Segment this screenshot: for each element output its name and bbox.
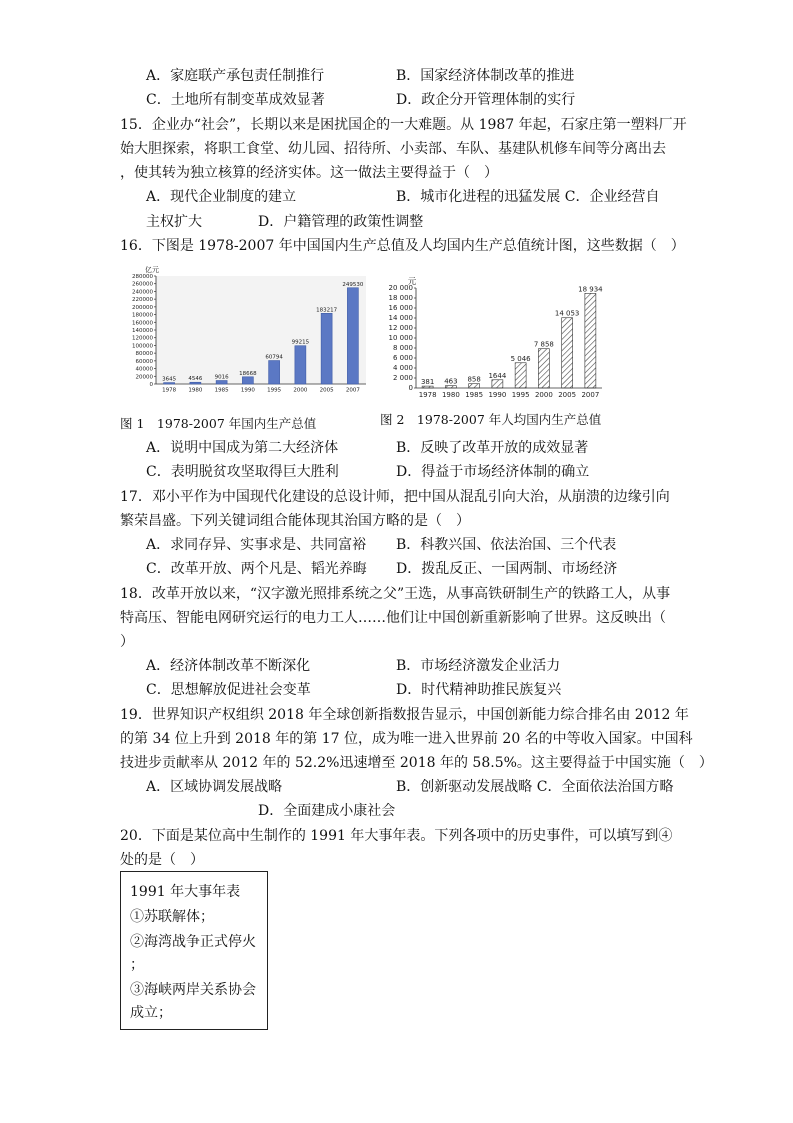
y-tick-label: 10 000 (388, 334, 413, 342)
x-tick-label-1985: 1985 (465, 391, 484, 399)
x-tick-label-2000: 2000 (293, 387, 308, 394)
y-tick-label: 18 000 (388, 294, 413, 302)
q15-option-d: D．户籍管理的政策性调整 (258, 214, 424, 230)
q15-option-c-cont: 主权扩大 (146, 214, 202, 230)
x-tick-label-2005: 2005 (558, 391, 577, 399)
data-label-2000: 7 858 (533, 340, 554, 349)
y-axis-unit: 元 (407, 277, 417, 287)
bar-1978 (422, 386, 433, 388)
q15-stem-line1: 15．企业办“社会”，长期以来是困扰国企的一大难题。从 1987 年起，石家庄第一塑料厂开 (120, 117, 687, 133)
q19-stem-line2: 的第 34 位上升到 2018 年的第 17 位，成为唯一进入世界前 20 名的中等收入国家。中国科 (120, 731, 693, 747)
bar-2007 (585, 293, 596, 388)
y-axis-unit: 亿元 (145, 266, 159, 274)
y-tick-label: 140000 (132, 328, 153, 334)
plot-area (156, 276, 366, 384)
q15-option-a: A．现代企业制度的建立 (146, 189, 297, 205)
bar-2000 (295, 346, 306, 384)
q18-option-c: C．思想解放促进社会变革 (146, 682, 311, 698)
per-capita-gdp-bar-chart (376, 276, 606, 406)
x-tick-label-1978: 1978 (418, 391, 437, 399)
data-label-2005: 14 053 (554, 309, 580, 318)
q19-stem-line3: 技进步贡献率从 2012 年的 52.2%迅速增至 2018 年的 58.5%。这主要得益于中国实施（ ） (120, 755, 713, 771)
data-label-2005: 183217 (316, 307, 338, 314)
y-tick-label: 120000 (132, 335, 153, 342)
q18-option-b: B．市场经济激发企业活力 (396, 658, 561, 674)
timeline-item-1: ①苏联解体； (130, 909, 214, 925)
q15-stem-line3: ，使其转为独立核算的经济实体。这一做法主要得益于（ ） (120, 165, 498, 181)
y-tick-label: 60000 (135, 358, 153, 365)
data-label-1995: 60794 (265, 354, 283, 361)
q18-option-a: A．经济体制改革不断深化 (146, 658, 311, 674)
x-tick-label-2007: 2007 (581, 391, 600, 399)
y-tick-label: 80000 (135, 351, 153, 358)
q18-stem-line3: ） (120, 634, 134, 650)
x-tick-label-2000: 2000 (534, 391, 553, 399)
q14-option-b: B．国家经济体制改革的推进 (396, 68, 575, 84)
y-tick-label: 4 000 (392, 364, 413, 372)
bar-1990 (492, 380, 503, 388)
q18-option-d: D．时代精神助推民族复兴 (396, 682, 562, 698)
data-label-1980: 463 (444, 377, 458, 386)
q16-option-d: D．得益于市场经济体制的确立 (396, 464, 590, 480)
chart2-caption: 图 2 1978-2007 年人均国内生产总值 (380, 412, 602, 427)
q15-option-bc: B．城市化进程的迅猛发展 C．企业经营自 (396, 189, 660, 205)
x-tick-label-1980: 1980 (188, 387, 203, 394)
bar-1985 (216, 381, 227, 384)
timeline-box (120, 871, 268, 1030)
y-tick-label: 160000 (132, 320, 153, 327)
timeline-item-3-cont: 成立； (130, 1005, 172, 1021)
q18-stem-line1: 18．改革开放以来，“汉字激光照排系统之父”王选，从事高铁研制生产的铁路工人，从事 (120, 586, 671, 602)
bar-1985 (469, 384, 480, 388)
y-tick-label: 260000 (132, 281, 153, 288)
y-tick-label: 20000 (135, 374, 153, 381)
y-tick-label: 6 000 (392, 354, 413, 362)
bar-1990 (242, 377, 253, 384)
data-label-2000: 99215 (291, 339, 310, 346)
gdp-bar-chart (120, 260, 370, 405)
data-label-1995: 5 046 (510, 354, 531, 363)
q19-option-bc: B．创新驱动发展战略 C．全面依法治国方略 (396, 779, 674, 795)
q19-option-a: A．区域协调发展战略 (146, 779, 283, 795)
q19-stem-line1: 19．世界知识产权组织 2018 年全球创新指数报告显示，中国创新能力综合排名由 2012 年 (120, 707, 689, 723)
y-tick-label: 14 000 (388, 314, 413, 322)
q20-stem-line1: 20．下面是某位高中生制作的 1991 年大事年表。下列各项中的历史事件，可以填写到④ (120, 828, 673, 844)
x-tick-label-2005: 2005 (319, 387, 334, 394)
bar-2005 (562, 318, 573, 388)
y-tick-label: 280000 (132, 274, 153, 280)
x-tick-label-1990: 1990 (240, 387, 255, 394)
bar-1995 (269, 361, 280, 384)
q17-option-c: C．改革开放、两个凡是、韬光养晦 (146, 561, 367, 577)
data-label-1985: 9016 (214, 374, 229, 381)
y-tick-label: 40000 (135, 366, 153, 373)
q19-option-d: D．全面建成小康社会 (258, 803, 396, 819)
data-label-2007: 249530 (342, 281, 364, 288)
y-tick-label: 20 000 (388, 284, 413, 292)
plot-area (416, 288, 602, 388)
q15-stem-line2: 始大胆探索，将职工食堂、幼儿园、招待所、小卖部、车队、基建队机修车间等分离出去 (120, 141, 666, 157)
q14-option-d: D．政企分开管理体制的实行 (396, 92, 576, 108)
x-tick-label-1995: 1995 (511, 391, 530, 399)
y-tick-label: 240000 (132, 289, 153, 296)
q17-stem-line2: 繁荣昌盛。下列关键词组合能体现其治国方略的是（ ） (120, 513, 470, 529)
timeline-item-3: ③海峡两岸关系协会 (130, 982, 256, 998)
y-tick-label: 0 (408, 384, 413, 392)
bar-1978 (164, 383, 175, 384)
data-label-2007: 18 934 (578, 285, 603, 294)
q17-option-d: D．拨乱反正、一国两制、市场经济 (396, 561, 618, 577)
q16-option-a: A．说明中国成为第二大经济体 (146, 440, 339, 456)
q16-option-b: B．反映了改革开放的成效显著 (396, 440, 589, 456)
bar-2005 (321, 313, 332, 384)
y-tick-label: 12 000 (388, 324, 413, 332)
data-label-1978: 381 (420, 378, 435, 387)
x-tick-label-1990: 1990 (488, 391, 507, 399)
q14-option-c: C．土地所有制变革成效显著 (146, 92, 325, 108)
y-tick-label: 200000 (132, 304, 153, 311)
q18-stem-line2: 特高压、智能电网研究运行的电力工人……他们让中国创新重新影响了世界。这反映出（ (120, 610, 666, 626)
x-tick-label-1978: 1978 (162, 387, 177, 394)
bar-2000 (538, 349, 549, 388)
data-label-1990: 1644 (488, 371, 507, 380)
x-tick-label-2007: 2007 (345, 387, 360, 394)
bar-2007 (347, 288, 358, 384)
y-tick-label: 8 000 (392, 344, 413, 352)
y-tick-label: 180000 (132, 312, 153, 319)
bar-1980 (190, 382, 201, 384)
x-tick-label-1985: 1985 (214, 387, 229, 394)
timeline-title: 1991 年大事年表 (130, 884, 241, 900)
timeline-item-2: ②海湾战争正式停火 (130, 934, 256, 950)
bar-1980 (445, 386, 456, 388)
y-tick-label: 16 000 (388, 304, 413, 312)
x-tick-label-1995: 1995 (267, 387, 282, 394)
q20-stem-line2: 处的是（ ） (120, 852, 204, 868)
y-tick-label: 0 (149, 382, 153, 388)
data-label-1978: 3645 (162, 376, 177, 383)
bar-1995 (515, 363, 526, 388)
x-tick-label-1980: 1980 (441, 391, 460, 399)
data-label-1985: 858 (467, 375, 481, 384)
data-label-1980: 4546 (188, 376, 203, 383)
y-tick-label: 100000 (132, 343, 153, 350)
q16-stem: 16．下图是 1978-2007 年中国国内生产总值及人均国内生产总值统计图，这些数据（ ） (120, 238, 685, 254)
q17-option-b: B．科教兴国、依法治国、三个代表 (396, 537, 617, 553)
timeline-item-2-cont: ； (130, 957, 144, 973)
y-tick-label: 220000 (132, 297, 153, 304)
q17-option-a: A．求同存异、实事求是、共同富裕 (146, 537, 367, 553)
q17-stem-line1: 17．邓小平作为中国现代化建设的总设计师，把中国从混乱引向大治，从崩溃的边缘引向 (120, 489, 670, 505)
data-label-1990: 18668 (239, 370, 257, 377)
y-tick-label: 2 000 (392, 374, 413, 382)
chart1-caption: 图 1 1978-2007 年国内生产总值 (120, 416, 317, 431)
q14-option-a: A．家庭联产承包责任制推行 (146, 68, 325, 84)
q16-option-c: C．表明脱贫攻坚取得巨大胜利 (146, 464, 339, 480)
